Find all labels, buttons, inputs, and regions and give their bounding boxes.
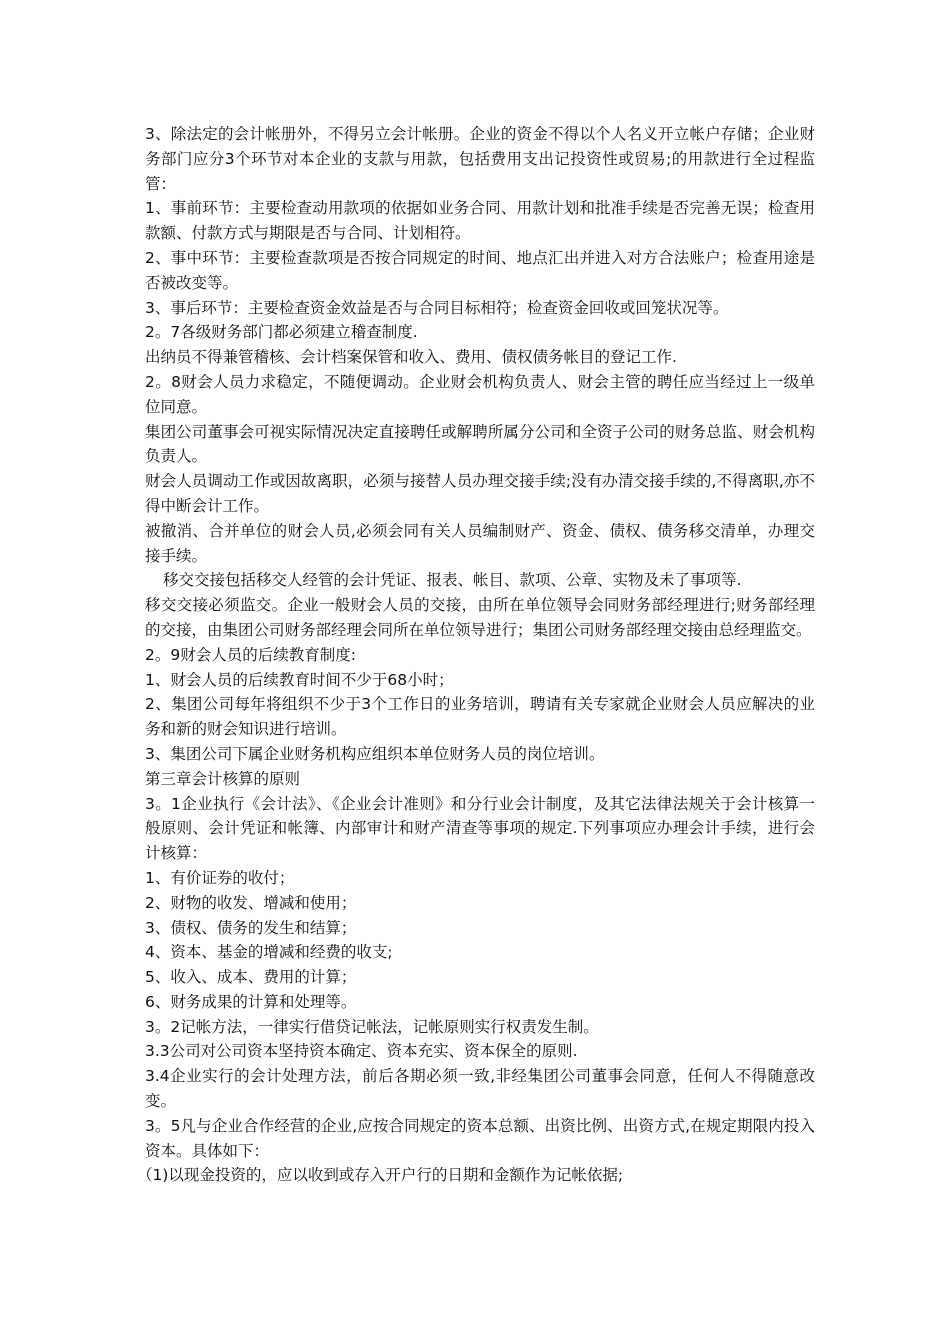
paragraph-27: 3.4企业实行的会计处理方法，前后各期必须一致,非经集团公司董事会同意，任何人不得随意改变。 — [145, 1067, 815, 1111]
document-body — [137, 122, 815, 1188]
paragraph-16: 3、集团公司下属企业财务机构应组织本单位财务人员的岗位培训。 — [145, 744, 605, 763]
paragraph-7: 2。8财会人员力求稳定，不随便调动。企业财会机构负责人、财会主管的聘任应当经过上一级单位同意。 — [145, 372, 815, 416]
paragraph-11: 移交交接包括移交人经管的会计凭证、报表、帐目、款项、公章、实物及未了事项等. — [163, 571, 742, 590]
paragraph-26: 3.3公司对公司资本坚持资本确定、资本充实、资本保全的原则. — [145, 1042, 578, 1061]
paragraph-12: 移交交接必须监交。企业一般财会人员的交接，由所在单位领导会同财务部经理进行;财务部经理的交接，由集团公司财务部经理会同所在单位领导进行；集团公司财务部经理交接由总经理监交。 — [145, 596, 815, 639]
paragraph-6: 出纳员不得兼管稽核、会计档案保管和收入、费用、债权债务帐目的登记工作. — [145, 348, 677, 367]
paragraph-5: 2。7各级财务部门都必须建立稽查制度. — [145, 323, 418, 342]
chapter-heading: 第三章会计核算的原则 — [145, 769, 301, 788]
paragraph-29: （1)以现金投资的，应以收到或存入开户行的日期和金额作为记帐依据; — [137, 1166, 624, 1185]
list-item-5: 5、收入、成本、费用的计算； — [145, 968, 357, 987]
paragraph-18: 3。1企业执行《会计法》、《企业会计准则》和分行业会计制度，及其它法律法规关于会计核算一般原则、会计凭证和帐簿、内部审计和财产清查等事项的规定.下列事项应办理会计手续，进行会计核算： — [145, 794, 815, 863]
paragraph-13: 2。9财会人员的后续教育制度: — [145, 645, 356, 664]
paragraph-14: 1、财会人员的后续教育时间不少于68小时； — [145, 670, 454, 689]
list-item-2: 2、财物的收发、增减和使用； — [145, 893, 357, 912]
paragraph-8: 集团公司董事会可视实际情况决定直接聘任或解聘所属分公司和全资子公司的财务总监、财会机构负责人。 — [145, 422, 815, 466]
paragraph-15: 2、集团公司每年将组织不少于3个工作日的业务培训，聘请有关专家就企业财会人员应解决的业务和新的财会知识进行培训。 — [145, 695, 815, 739]
list-item-3: 3、债权、债务的发生和结算； — [145, 918, 357, 937]
paragraph-10: 被撤消、合并单位的财会人员,必须会同有关人员编制财产、资金、债权、债务移交清单，办理交接手续。 — [145, 521, 815, 565]
paragraph-3: 2、事中环节：主要检查款项是否按合同规定的时间、地点汇出并进入对方合法账户；检查用途是否被改变等。 — [145, 248, 815, 292]
paragraph-2: 1、事前环节：主要检查动用款项的依据如业务合同、用款计划和批准手续是否完善无误；检查用款额、付款方式与期限是否与合同、计划相符。 — [145, 199, 815, 243]
paragraph-25: 3。2记帐方法，一律实行借贷记帐法，记帐原则实行权责发生制。 — [145, 1017, 599, 1036]
list-item-6: 6、财务成果的计算和处理等。 — [145, 992, 357, 1011]
list-item-1: 1、有价证券的收付； — [145, 868, 295, 887]
paragraph-28: 3。5凡与企业合作经营的企业,应按合同规定的资本总额、出资比例、出资方式,在规定期限内投入资本。具体如下： — [145, 1116, 815, 1160]
list-item-4: 4、资本、基金的增减和经费的收支; — [145, 943, 393, 962]
paragraph-1: 3、除法定的会计帐册外，不得另立会计帐册。企业的资金不得以个人名义开立帐户存储；企业财务部门应分3个环节对本企业的支款与用款，包括费用支出记投资性或贸易;的用款进行全过程监管： — [145, 125, 815, 193]
paragraph-4: 3、事后环节：主要检查资金效益是否与合同目标相符；检查资金回收或回笼状况等。 — [145, 298, 729, 317]
paragraph-9: 财会人员调动工作或因故离职，必须与接替人员办理交接手续;没有办清交接手续的,不得离职,亦不得中断会计工作。 — [145, 472, 815, 515]
